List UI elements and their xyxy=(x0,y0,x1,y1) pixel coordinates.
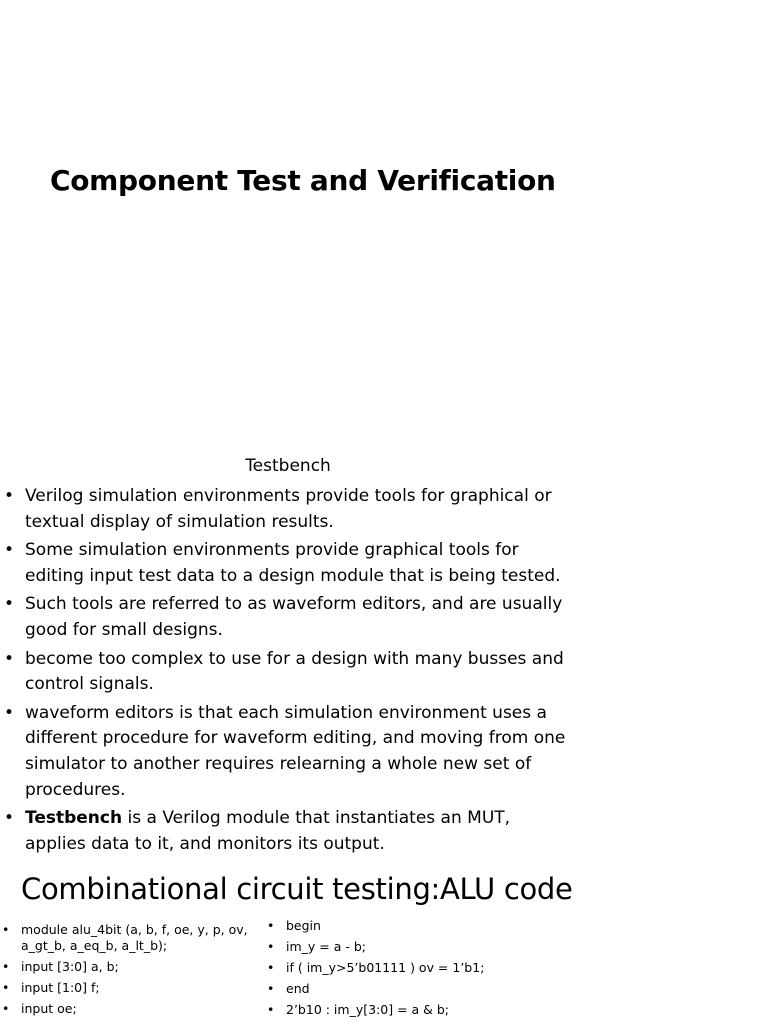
code-list-left xyxy=(0,922,250,1022)
list-item: • become too complex to use for a design with many busses and control signals. xyxy=(0,647,576,698)
code-line: • begin xyxy=(265,918,565,934)
bullet-list xyxy=(0,484,576,860)
list-item: • Such tools are referred to as waveform editors, and are usually good for small designs. xyxy=(0,592,576,643)
list-item: • waveform editors is that each simulation environment uses a different procedure for waveform editing, and moving from one simulator to another requires relearning a whole new set of procedures. xyxy=(0,701,576,803)
code-line: • input oe; xyxy=(0,1001,250,1017)
code-list-right xyxy=(265,918,565,1023)
code-line: • 2’b10 : im_y[3:0] = a & b; xyxy=(265,1002,565,1018)
section-heading: Testbench xyxy=(245,456,331,476)
slide-title: Component Test and Verification xyxy=(50,164,556,197)
slide-title: Combinational circuit testing:ALU code xyxy=(21,872,573,906)
code-line: • module alu_4bit (a, b, f, oe, y, p, ov, a_gt_b, a_eq_b, a_lt_b); xyxy=(0,922,250,954)
list-item xyxy=(0,806,576,857)
code-line: • input [1:0] f; xyxy=(0,980,250,996)
bold-term: Testbench xyxy=(25,808,123,829)
code-line: • if ( im_y>5’b01111 ) ov = 1’b1; xyxy=(265,960,565,976)
list-item: • Verilog simulation environments provide tools for graphical or textual display of simulation results. xyxy=(0,484,576,535)
code-line: • end xyxy=(265,981,565,997)
code-line: • input [3:0] a, b; xyxy=(0,959,250,975)
code-line: • im_y = a - b; xyxy=(265,939,565,955)
list-item: • Some simulation environments provide graphical tools for editing input test data to a design module that is being tested. xyxy=(0,538,576,589)
bullet-text: is a Verilog module that instantiates an MUT, applies data to it, and monitors its output. xyxy=(25,808,511,854)
